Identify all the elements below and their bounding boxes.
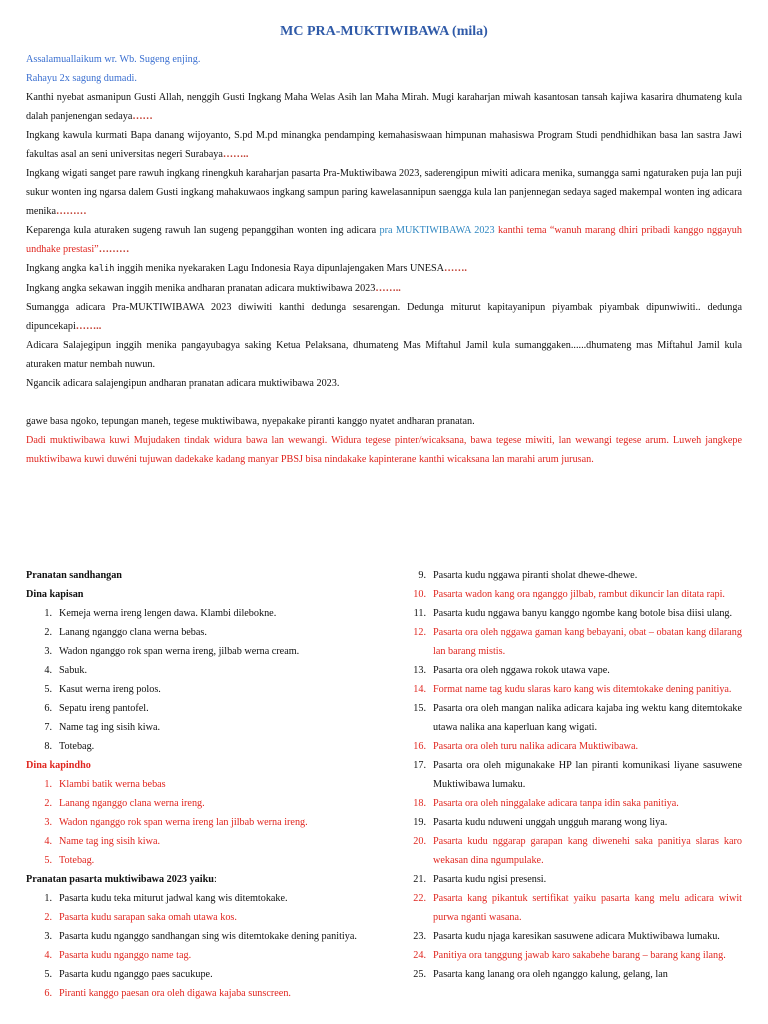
list-number: 2. [44,798,52,809]
list-item [26,794,370,813]
list-number: 25. [413,969,426,980]
list-item-text: Pasarta kudu sarapan saka omah utawa kos. [59,912,237,923]
intro-section [26,50,742,469]
list-item [26,984,370,1003]
list-number: 17. [413,760,426,771]
participant-rules-list [26,889,370,1003]
list-number: 4. [44,665,52,676]
paragraph-text: Ingkang kawula kurmati Bapa danang wijoyanto, S.pd M.pd minangka pendamping kemahasiswaan himpunan mahasiswa Program Studi pendhidhikan basa lan sastra Jawi fakultas asal an seni universitas negeri Surabaya [26,130,742,160]
list-item [26,813,370,832]
list-item-text: Pasarta kudu ngisi presensi. [433,874,547,885]
list-number: 1. [44,608,52,619]
paragraph-guests [26,164,742,221]
heading-day-two: Dina kapindho [26,760,91,771]
list-item [26,965,370,984]
list-item-text: Pasarta kudu nganggo name tag. [59,950,192,961]
list-item [26,908,370,927]
list-item-text: Format name tag kudu slaras karo kang wis ditemtokake dening panitiya. [433,684,732,695]
paragraph-prayer [26,298,742,336]
list-item-text: Name tag ing sisih kiwa. [59,836,161,847]
list-item [398,870,742,889]
list-item-text: Wadon nganggo rok span werna ireng, jilbab werna cream. [59,646,300,657]
list-item-text: Pasarta kudu nggawa piranti sholat dhewe-dhewe. [433,570,638,581]
list-item [26,699,370,718]
paragraph-text: Ingkang wigati sanget pare rawuh ingkang rinengkuh karaharjan pasarta Pra-Muktiwibawa 2023, saderengipun miwiti adicara menika, sumangga sami ngaturaken puja lan puji sukur wonten ing ngarsa dalem Gusti ingkang mahakuwaos ingkang sampun paring kawelasannipun saengga kula lan panjennegan sedaya saged makempal wonten ing adicara menika [26,168,742,217]
list-number: 9. [418,570,426,581]
paragraph-anthem [26,259,742,279]
paragraph-chair-speech: Adicara Salajegipun inggih menika pangayubagya saking Ketua Pelaksana, dhumateng Mas Miftahul Jamil kula sumanggaken......dhumateng mas Miftahul Jamil kula aturaken matur nembah nuwun. [26,340,742,370]
list-number: 12. [413,627,426,638]
list-item [26,927,370,946]
list-number: 4. [44,950,52,961]
list-item-text: Wadon nganggo rok span werna ireng lan jilbab werna ireng. [59,817,308,828]
list-item-text: Pasarta kudu nduweni unggah ungguh marang wong liya. [433,817,668,828]
paragraph-text: Ingkang angka sekawan inggih menika andharan pranatan adicara muktiwibawa 2023 [26,283,376,294]
list-item-text: Pasarta kudu nganggo paes sacukupe. [59,969,213,980]
list-number: 2. [44,912,52,923]
heading-day-one: Dina kapisan [26,589,84,600]
event-name: pra MUKTIWIBAWA 2023 [379,225,495,236]
list-item-text: Pasarta ora oleh migunakake HP lan piranti komunikasi liyane sasuwene Muktiwibawa lumaku. [433,760,742,790]
ellipsis-marker: ……… [56,206,87,217]
list-item [26,623,370,642]
list-item [398,813,742,832]
paragraph-text: Keparenga kula aturaken sugeng rawuh lan sugeng pepanggihan wonten ing adicara [26,225,380,236]
paragraph-notes: gawe basa ngoko, tepungan maneh, tegese muktiwibawa, nyepakake piranti kanggo nyatet andharan pranatan. [26,416,475,427]
list-number: 2. [44,627,52,638]
list-number: 11. [413,608,426,619]
list-item-text: Name tag ing sisih kiwa. [59,722,161,733]
list-number: 1. [44,779,52,790]
day-one-list [26,604,370,756]
list-number: 4. [44,836,52,847]
ellipsis-marker: ……… [98,244,130,255]
list-item-text: Totebag. [59,855,95,866]
list-number: 6. [44,703,52,714]
ellipsis-marker: …… [132,111,153,122]
list-number: 1. [44,893,52,904]
paragraph-meaning: Dadi muktiwibawa kuwi Mujudaken tindak widura bawa lan wewangi. Widura tegese pinter/wicaksana, bawa tegese miwiti, lan wewangi tegese arum. Luweh jangkepe muktiwibawa kuwi duwéni tujuwan dadekake kadang manyar PBSJ bisa nindakake kapinterane kanthi wicaksana lan marahi arum jurusan. [26,435,742,465]
list-item [26,775,370,794]
list-item [398,927,742,946]
paragraph-respect [26,126,742,164]
heading-colon: : [213,874,217,885]
list-item [26,718,370,737]
paragraph-agenda [26,279,742,298]
list-number: 3. [44,931,52,942]
heading-participant-rules [26,870,370,889]
list-number: 21. [413,874,426,885]
list-item-text: Pasarta ora oleh nggawa gaman kang bebayani, obat – obatan kang dilarang lan barang mistis. [433,627,742,657]
list-item [398,623,742,661]
list-item [398,680,742,699]
ellipsis-marker: …….. [375,283,401,294]
ellipsis-marker: …….. [222,149,249,160]
list-item [398,661,742,680]
list-number: 10. [413,589,426,600]
list-number: 13. [413,665,426,676]
list-item [26,642,370,661]
list-number: 16. [413,741,426,752]
list-item-text: Pasarta kang pikantuk sertifikat yaiku pasarta kang melu adicara wiwit purwa nganti wasana. [433,893,742,923]
list-number: 5. [44,855,52,866]
number-word: kalih [88,264,115,274]
document-title: MC PRA-MUKTIWIBAWA (mila) [280,24,488,39]
list-item [26,737,370,756]
list-item-text: Pasarta wadon kang ora nganggo jilbab, rambut dikuncir lan ditata rapi. [433,589,725,600]
heading-text: Pranatan pasarta muktiwibawa 2023 yaiku [26,874,214,885]
list-item-text: Pasarta kudu njaga karesikan sasuwene adicara Muktiwibawa lumaku. [433,931,720,942]
list-item [398,737,742,756]
list-item [26,832,370,851]
list-item [26,889,370,908]
list-item-text: Panitiya ora tanggung jawab karo sakabehe barang – barang kang ilang. [433,950,726,961]
list-number: 24. [413,950,426,961]
list-item-text: Lanang nganggo clana werna bebas. [59,627,207,638]
greeting-line-1: Assalamuallaikum wr. Wb. Sugeng enjing. [26,54,201,65]
greeting-line-2: Rahayu 2x sagung dumadi. [26,73,137,84]
list-item [398,756,742,794]
list-item-text: Kasut werna ireng polos. [59,684,161,695]
list-item-text: Pasarta ora oleh ninggalake adicara tanpa idin saka panitiya. [433,798,679,809]
list-item-text: Pasarta ora oleh turu nalika adicara Muktiwibawa. [433,741,639,752]
list-number: 19. [413,817,426,828]
list-item-text: Piranti kanggo paesan ora oleh digawa kajaba sunscreen. [59,988,291,999]
list-number: 6. [44,988,52,999]
list-item-text: Pasarta kudu nggarap garapan kang diwenehi saka panitiya slaras karo wekasan dina ngumpulake. [433,836,742,866]
list-item [398,946,742,965]
ellipsis-marker: …….. [75,321,102,332]
list-number: 15. [413,703,426,714]
list-item-text: Pasarta ora oleh mangan nalika adicara kajaba ing wektu kang ditemtokake utawa nalika ana kaperluan kang wigati. [433,703,742,733]
list-number: 22. [413,893,426,904]
paragraph-welcome [26,221,742,259]
ellipsis-marker: ……. [444,263,467,274]
paragraph-opening [26,88,742,126]
list-item [26,946,370,965]
paragraph-text: Sumangga adicara Pra-MUKTIWIBAWA 2023 diwiwiti kanthi dedunga sesarengan. Dedunga miturut kapitayanipun piyambak piyambak dipunwiwiti.. dedunga dipuncekapi [26,302,742,332]
list-number: 3. [44,817,52,828]
list-item [26,661,370,680]
list-item [398,965,742,984]
list-item-text: Sabuk. [59,665,88,676]
rules-left-column [26,566,370,1003]
list-item-text: Totebag. [59,741,95,752]
list-item-text: Lanang nganggo clana werna ireng. [59,798,205,809]
list-item-text: Pasarta kudu teka miturut jadwal kang wis ditemtokake. [59,893,288,904]
list-item-text: Pasarta ora oleh nggawa rokok utawa vape. [433,665,610,676]
list-number: 7. [44,722,52,733]
list-item-text: Pasarta kang lanang ora oleh nganggo kalung, gelang, lan [433,969,668,980]
list-item-text: Pasarta kudu nganggo sandhangan sing wis ditemtokake dening panitiya. [59,931,357,942]
list-item [398,699,742,737]
list-item [26,604,370,623]
heading-dress-rules: Pranatan sandhangan [26,570,122,581]
list-item [398,604,742,623]
list-item [398,889,742,927]
list-number: 23. [413,931,426,942]
list-item [398,794,742,813]
paragraph-next: Ngancik adicara salajengipun andharan pranatan adicara muktiwibawa 2023. [26,378,340,389]
paragraph-text: inggih menika nyekaraken Lagu Indonesia Raya dipunlajengaken Mars UNESA [114,263,444,274]
list-item-text: Sepatu ireng pantofel. [59,703,149,714]
event-theme: kanthi tema “wanuh marang dhiri pribadi kanggo nggayuh undhake prestasi” [26,225,742,255]
paragraph-text: Ingkang angka [26,263,89,274]
list-number: 8. [44,741,52,752]
list-item [398,832,742,870]
list-number: 5. [44,684,52,695]
participant-rules-list-continued [398,566,742,984]
list-number: 20. [413,836,426,847]
list-item-text: Pasarta kudu nggawa banyu kanggo ngombe kang botole bisa diisi ulang. [433,608,733,619]
list-item-text: Kemeja werna ireng lengen dawa. Klambi dilebokne. [59,608,277,619]
list-item-text: Klambi batik werna bebas [59,779,166,790]
list-number: 14. [413,684,426,695]
list-item [26,851,370,870]
paragraph-text: Kanthi nyebat asmanipun Gusti Allah, nenggih Gusti Ingkang Maha Welas Asih lan Maha Mirah. Mugi karaharjan miwah kasantosan tansah kajiwa kasarira dhumateng kula dalah panjenengan sedaya [26,92,742,122]
list-item [398,566,742,585]
list-number: 5. [44,969,52,980]
list-item [398,585,742,604]
day-two-list [26,775,370,870]
list-item [26,680,370,699]
list-number: 18. [413,798,426,809]
rules-right-column [398,566,742,984]
list-number: 3. [44,646,52,657]
